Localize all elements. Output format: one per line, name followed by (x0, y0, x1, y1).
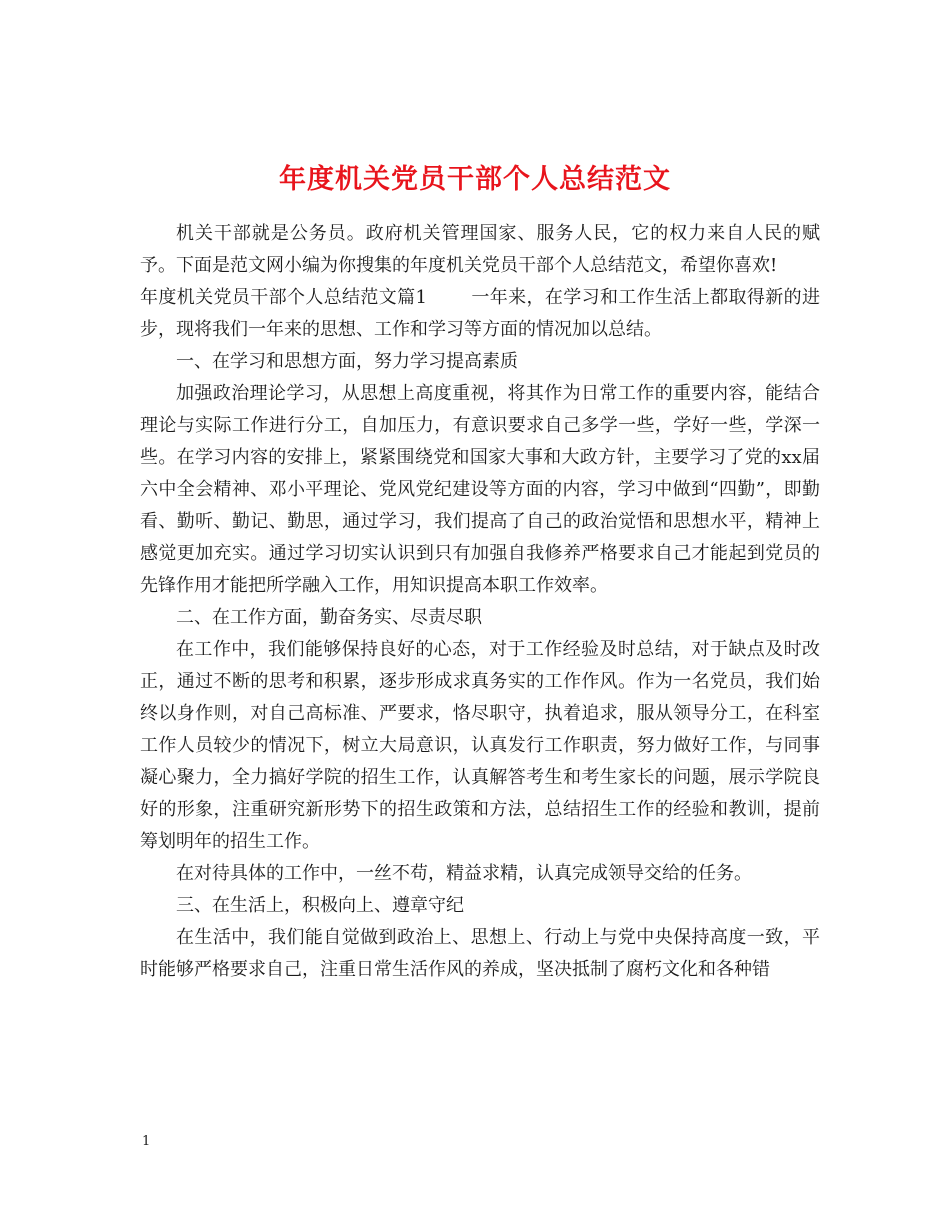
intro-paragraph: 机关干部就是公务员。政府机关管理国家、服务人民，它的权力来自人民的赋予。下面是范文网小编为你搜集的年度机关党员干部个人总结范文，希望你喜欢! (140, 223, 820, 276)
heading-life: 三、在生活上，积极向上、遵章守纪 (176, 895, 464, 916)
paragraph-work-detail: 在对待具体的工作中，一丝不苟，精益求精，认真完成领导交给的任务。 (176, 863, 752, 884)
section-label: 年度机关党员干部个人总结范文篇1 (140, 287, 427, 308)
page-number: 1 (142, 1134, 151, 1149)
section-paragraph (140, 282, 820, 346)
paragraph-study: 加强政治理论学习，从思想上高度重视，将其作为日常工作的重要内容，能结合理论与实际工作进行分工，自加压力，有意识要求自己多学一些，学好一些，学深一些。在学习内容的安排上，紧紧围绕党和国家大事和大政方针，主要学习了党的xx届六中全会精神、邓小平理论、党风党纪建设等方面的内容，学习中做到“四勤”，即勤看、勤听、勤记、勤思，通过学习，我们提高了自己的政治觉悟和思想水平，精神上感觉更加充实。通过学习切实认识到只有加强自我修养严格要求自己才能起到党员的先锋作用才能把所学融入工作，用知识提高本职工作效率。 (140, 383, 820, 596)
heading-study: 一、在学习和思想方面，努力学习提高素质 (176, 351, 518, 372)
heading-work: 二、在工作方面，勤奋务实、尽责尽职 (176, 607, 482, 628)
document-title: 年度机关党员干部个人总结范文 (279, 164, 671, 196)
paragraph-life: 在生活中，我们能自觉做到政治上、思想上、行动上与党中央保持高度一致，平时能够严格要求自己，注重日常生活作风的养成，坚决抵制了腐朽文化和各种错 (140, 927, 820, 980)
document-body (140, 218, 820, 986)
opening-text: 一年来，在学习和工作生活上都取得新的进步，现将我们一年来的思想、工作和学习等方面的情况加以总结。 (140, 287, 821, 340)
paragraph-work: 在工作中，我们能够保持良好的心态，对于工作经验及时总结，对于缺点及时改正，通过不断的思考和积累，逐步形成求真务实的工作作风。作为一名党员，我们始终以身作则，对自己高标准、严要求，恪尽职守，执着追求，服从领导分工，在科室工作人员较少的情况下，树立大局意识，认真发行工作职责，努力做好工作，与同事凝心聚力，全力搞好学院的招生工作，认真解答考生和考生家长的问题，展示学院良好的形象，注重研究新形势下的招生政策和方法，总结招生工作的经验和教训，提前筹划明年的招生工作。 (140, 639, 820, 852)
